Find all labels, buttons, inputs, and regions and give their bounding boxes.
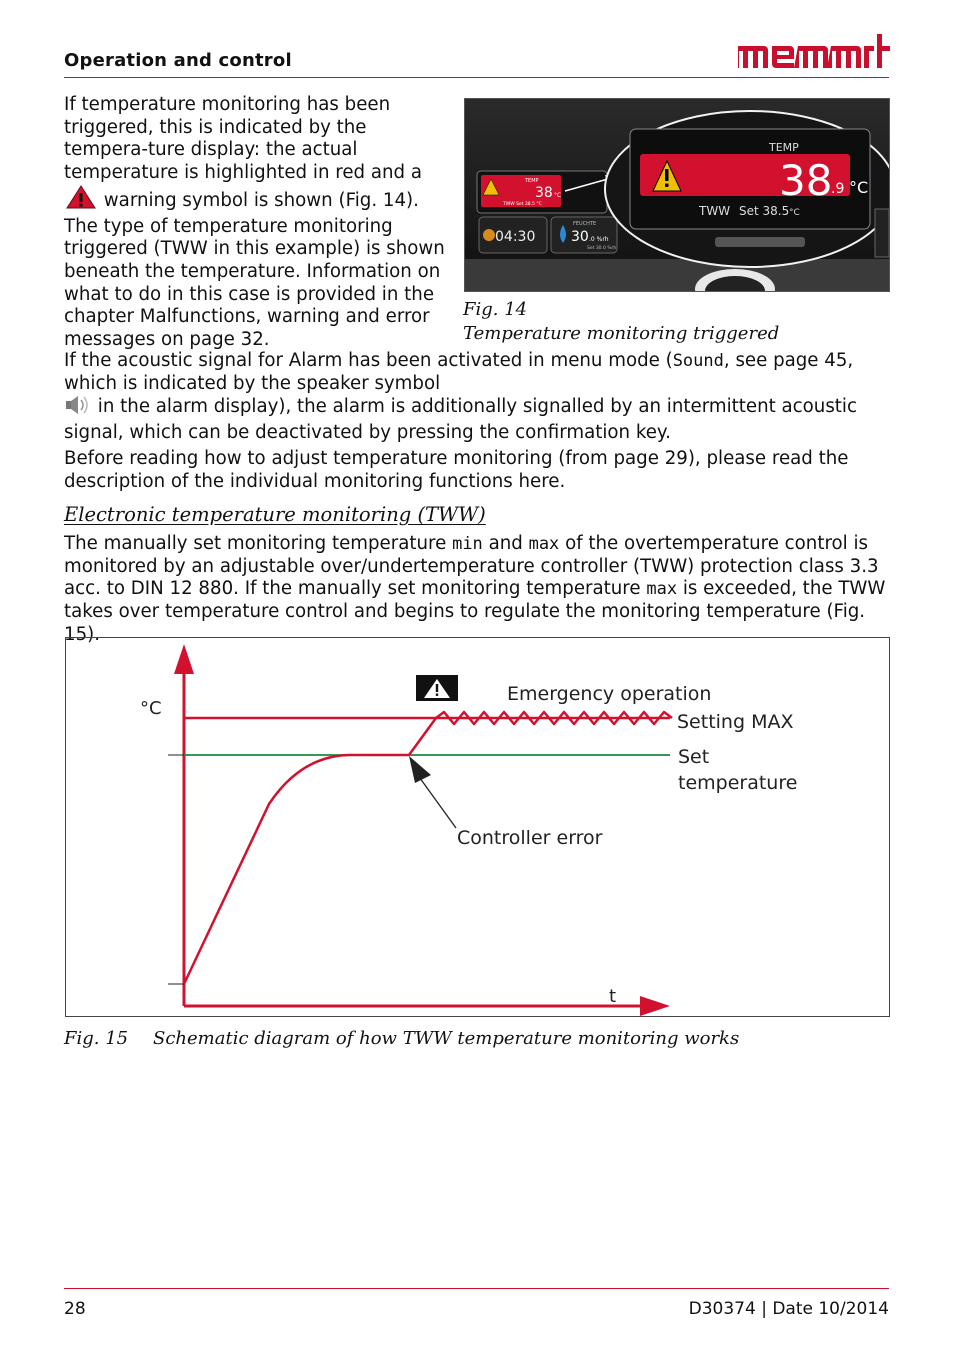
small-temp-header: TEMP	[525, 178, 539, 184]
zoom-set-unit: °C	[789, 208, 800, 218]
zoom-set-label: Set 38.5	[739, 204, 790, 218]
max-term-2: max	[646, 579, 678, 600]
fig15-svg	[66, 638, 889, 1016]
acoustic-text-a: If the acoustic signal for Alarm has been activated in menu mode (	[64, 350, 673, 371]
tww-text-a: The manually set monitoring temperature	[64, 533, 453, 554]
fig15-caption: Schematic diagram of how TWW temperature monitoring works	[153, 1028, 740, 1049]
humidity-header: FEUCHTE	[573, 221, 597, 227]
intro-text: If temperature monitoring has been triggered, this is indicated by the tempera-ture display: the actual temperature is highlighted in red and a	[64, 94, 422, 184]
tww-paragraph	[64, 533, 888, 647]
small-temp-sub: TWW Set 38.5 °C	[503, 202, 542, 207]
fig14-label: Fig. 14	[463, 299, 528, 320]
section-heading: Electronic temperature monitoring (TWW)	[64, 503, 486, 526]
small-temp-unit: °C	[554, 192, 562, 199]
x-axis-arrow	[640, 996, 670, 1016]
fig14-caption: Temperature monitoring triggered	[463, 323, 780, 344]
speaker-icon	[64, 395, 92, 422]
acoustic-paragraph	[64, 350, 888, 445]
fig14-display-photo	[464, 98, 890, 292]
brand-wordmark	[738, 32, 890, 68]
document-id: D30374 | Date 10/2014	[688, 1299, 889, 1319]
x-axis-label: t	[609, 986, 617, 1007]
set-temp-label-2: temperature	[678, 772, 798, 794]
before-reading-text: Before reading how to adjust temperature monitoring (from page 29), please read the description of the individual monitoring functions here.	[64, 448, 849, 492]
small-temp-value: 38	[535, 185, 553, 201]
min-term: min	[452, 534, 483, 554]
page-number: 28	[64, 1299, 86, 1319]
header-rule	[64, 77, 889, 78]
controller-error-arrowhead	[409, 756, 431, 783]
humidity-value: 30	[571, 229, 589, 245]
fig15-label: Fig. 15	[64, 1028, 129, 1049]
set-temp-label-1: Set	[678, 746, 710, 768]
intro-text-2: warning symbol is shown (Fig. 14). The type of temperature monitoring triggered (TWW in this example) is shown beneath the temperature. Information on what to do in this case is provided in the chapter Malfunctions, warning and error messages on page 32.	[64, 189, 445, 351]
zoom-temp-value: 38	[779, 156, 833, 205]
controller-error-label: Controller error	[457, 827, 603, 849]
memmert-logo	[738, 32, 890, 76]
tww-text-b: and	[482, 533, 529, 554]
acoustic-text-c: in the alarm display), the alarm is additionally signalled by an intermittent acoustic signal, which can be deactivated by pressing the confirmation key.	[64, 396, 857, 444]
fig15-chart	[65, 637, 890, 1017]
humidity-sub: Set 30.0 %rh	[587, 246, 617, 251]
sound-menu-term: Sound	[672, 351, 724, 371]
acoustic-text-b: , see page 45, which is indicated by the speaker symbol	[64, 350, 854, 394]
warning-icon	[66, 185, 96, 216]
zoom-temp-unit: °C	[849, 178, 869, 197]
zoom-mode: TWW	[699, 204, 731, 218]
intro-paragraph	[64, 94, 448, 352]
setting-max-label: Setting MAX	[677, 711, 794, 733]
timer-value: 04:30	[495, 229, 536, 245]
section-title: Operation and control	[64, 50, 292, 71]
tww-text-c: of the overtemperature control is monitored by an adjustable over/undertemperature controller (TWW) protection class 3.3 acc. to DIN 12 880. If the manually set monitoring temperature	[64, 533, 879, 600]
y-axis-label: °C	[140, 698, 162, 719]
zoom-temp-decimal: .9	[831, 181, 845, 197]
zoom-temp-header: TEMP	[769, 141, 799, 154]
emergency-label: Emergency operation	[507, 683, 712, 705]
max-term: max	[528, 534, 560, 554]
footer-rule	[64, 1288, 889, 1289]
before-reading-paragraph	[64, 448, 888, 493]
controller-error-pointer	[417, 774, 456, 828]
tww-text-d: is exceeded, the TWW takes over temperature control and begins to regulate the monitoring temperature (Fig. 15).	[64, 578, 886, 645]
humidity-unit: .0 %rh	[589, 236, 609, 243]
y-axis-arrow	[174, 644, 194, 674]
